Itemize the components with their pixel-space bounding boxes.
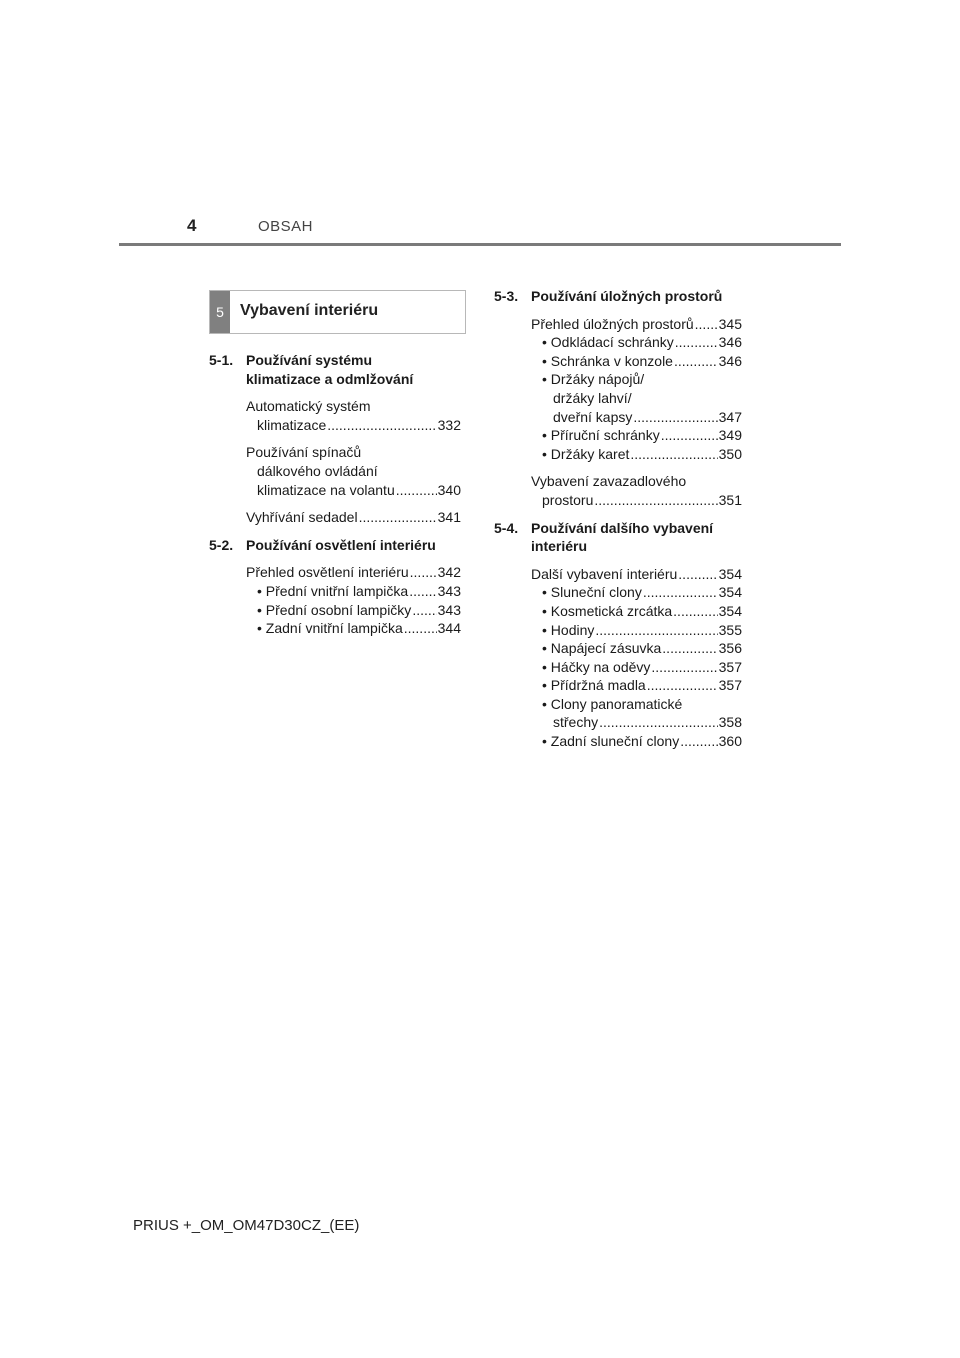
page-ref: 354 [718,584,742,601]
page-ref: 346 [718,352,742,369]
page-ref: 354 [718,602,742,619]
leader-dots [633,408,717,427]
leader-dots [595,621,717,640]
page-ref: 342 [437,564,461,581]
entry-text: • Sluneční clony [542,584,642,601]
leader-dots [643,583,718,602]
chapter-title: Vybavení interiéru [240,302,379,319]
leader-dots [680,732,717,751]
page-ref: 354 [718,565,742,582]
section-number: 5-1. [209,352,234,368]
toc-entry[interactable] [209,443,461,499]
entry-text: držáky lahví/ [553,389,632,406]
page-ref: 357 [718,658,742,675]
entry-text: Přehled osvětlení interiéru [246,564,409,581]
leader-dots [674,352,718,371]
entry-text: • Kosmetická zrcátka [542,602,673,619]
toc-subentry[interactable] [494,602,742,621]
toc-entry[interactable] [209,508,461,527]
page-ref: 343 [437,601,461,618]
section-title: Používání systému [246,352,373,368]
toc-subentry[interactable] [494,333,742,352]
toc-subentry[interactable] [494,370,742,426]
entry-text: • Hodiny [542,621,595,638]
toc-entry[interactable] [209,563,461,582]
page-ref: 351 [718,491,742,508]
toc-entry[interactable] [494,565,742,584]
section-title: OBSAH [258,218,314,235]
section-number: 5-2. [209,536,234,553]
leader-dots [396,481,437,500]
leader-dots [662,639,717,658]
leader-dots [404,619,437,638]
entry-text: • Háčky na oděvy [542,658,651,675]
page-ref: 345 [718,315,742,332]
entry-text: • Napájecí zásuvka [542,640,662,657]
leader-dots [359,508,437,527]
page-ref: 343 [437,582,461,599]
toc-subentry[interactable] [494,695,742,732]
page-ref: 341 [437,509,461,526]
toc-subentry[interactable] [209,619,461,638]
section-number: 5-4. [494,519,519,536]
page-ref: 332 [437,416,461,433]
entry-text: • Držáky nápojů/ [542,371,645,388]
leader-dots [630,445,717,464]
page-ref: 355 [718,621,742,638]
leader-dots [594,491,717,510]
page-ref: 350 [718,445,742,462]
entry-text: Vybavení zavazadlového [531,473,687,490]
entry-text: Vyhřívání sedadel [246,509,358,526]
entry-text: Používání spínačů [246,444,362,461]
toc-subentry[interactable] [209,601,461,620]
entry-text: Automatický systém [246,398,371,415]
leader-dots [678,565,717,584]
entry-text: • Odkládací schránky [542,334,674,351]
header-divider [119,243,841,246]
entry-text: • Zadní vnitřní lampička [257,620,403,637]
toc-entry[interactable] [209,397,461,434]
page-number: 4 [187,216,197,235]
entry-text: • Clony panoramatické [542,695,683,712]
leader-dots [599,713,718,732]
leader-dots [409,582,436,601]
toc-subentry[interactable] [494,676,742,695]
toc-subentry[interactable] [209,582,461,601]
page-ref: 356 [718,640,742,657]
toc-right-column [494,287,742,760]
toc-left-column [209,351,461,647]
entry-text: • Přední osobní lampičky [257,601,412,618]
entry-text: • Přídržná madla [542,677,646,694]
entry-text: • Zadní sluneční clony [542,733,680,750]
section-title-cont: interiéru [531,538,588,555]
page-header [0,216,960,246]
leader-dots [695,315,718,334]
section-title: Používání úložných prostorů [531,288,723,304]
toc-subentry[interactable] [494,445,742,464]
leader-dots [410,563,437,582]
chapter-tab [209,290,466,334]
leader-dots [661,426,718,445]
toc-subentry[interactable] [494,426,742,445]
leader-dots [327,416,436,435]
page-ref: 347 [718,408,742,425]
entry-text: • Držáky karet [542,445,630,462]
leader-dots [675,333,718,352]
toc-subentry[interactable] [494,352,742,371]
toc-subentry[interactable] [494,583,742,602]
leader-dots [651,658,717,677]
entry-text: Další vybavení interiéru [531,565,678,582]
page-ref: 357 [718,677,742,694]
leader-dots [673,602,717,621]
entry-text: • Přední vnitřní lampička [257,582,409,599]
entry-text: klimatizace na volantu [257,481,395,498]
toc-subentry[interactable] [494,621,742,640]
section-number: 5-3. [494,288,519,304]
leader-dots [647,676,718,695]
entry-text: • Příruční schránky [542,427,660,444]
toc-section-5-3[interactable] [494,287,742,306]
entry-text: prostoru [542,491,594,508]
section-title: Používání osvětlení interiéru [246,536,436,553]
entry-text: dveřní kapsy [553,408,633,425]
leader-dots [412,601,436,620]
entry-text: Přehled úložných prostorů [531,315,694,332]
page-ref: 349 [718,427,742,444]
toc-entry[interactable] [494,315,742,334]
chapter-number: 5 [210,291,230,333]
entry-text: klimatizace [257,416,327,433]
page-ref: 358 [718,714,742,731]
section-title: Používání dalšího vybavení [531,519,714,536]
toc-subentry[interactable] [494,658,742,677]
page-ref: 344 [437,620,461,637]
toc-subentry[interactable] [494,639,742,658]
document-code: PRIUS +_OM_OM47D30CZ_(EE) [133,1217,360,1234]
page-ref: 360 [718,733,742,750]
page-ref: 340 [437,481,461,498]
toc-section-5-1[interactable] [209,351,461,388]
entry-text: • Schránka v konzole [542,352,673,369]
section-title-cont: klimatizace a odmlžování [246,370,414,387]
entry-text: dálkového ovládání [257,462,378,479]
entry-text: střechy [553,714,599,731]
toc-section-5-4[interactable] [494,519,742,556]
toc-section-5-2[interactable] [209,536,461,555]
page-ref: 346 [718,334,742,351]
toc-entry[interactable] [494,472,742,509]
toc-subentry[interactable] [494,732,742,751]
